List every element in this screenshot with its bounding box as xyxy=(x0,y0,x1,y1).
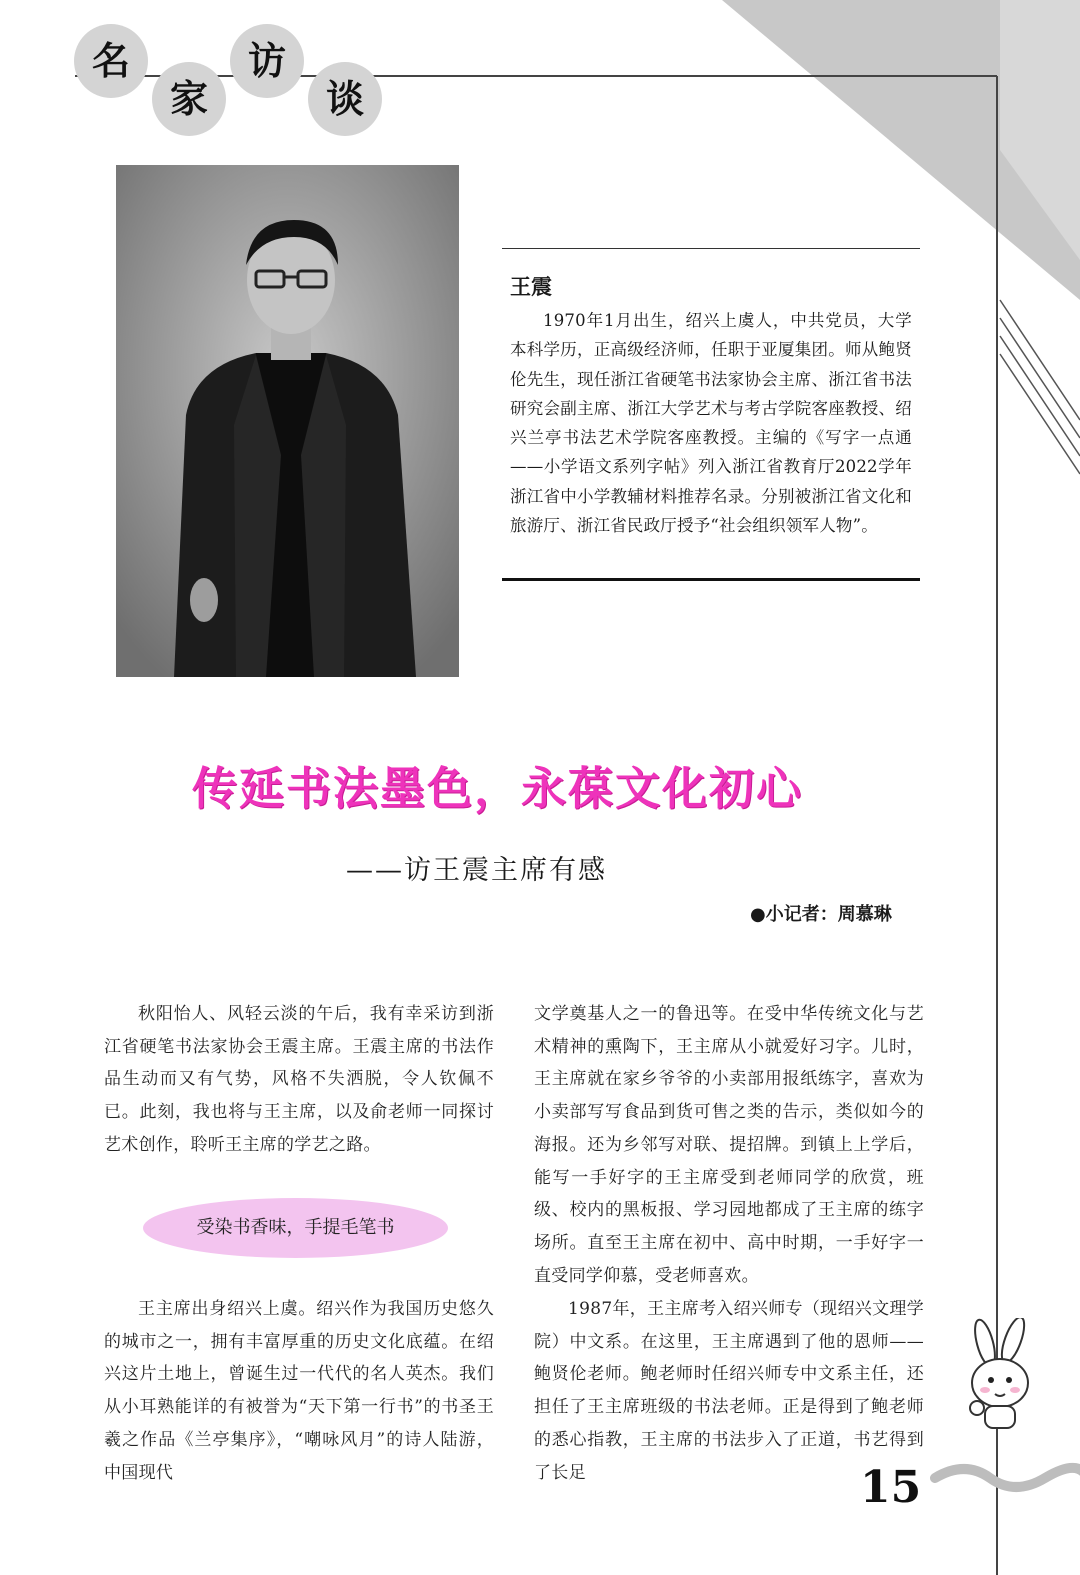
col2-para-2: 1987年，王主席考入绍兴师专（现绍兴文理学院）中文系。在这里，王主席遇到了他的恩师——鲍贤伦老师。鲍老师时任绍兴师专中文系主任，还担任了王主席班级的书法老师。正是得到了鲍老师的悉心指教，王主席的书法步入了正道，书艺得到了长足 xyxy=(534,1299,924,1483)
col2-para-1: 文学奠基人之一的鲁迅等。在受中华传统文化与艺术精神的熏陶下，王主席从小就爱好习字。儿时，王主席就在家乡爷爷的小卖部用报纸练字，喜欢为小卖部写写食品到货可售之类的告示，类似如今的海报。还为乡邻写对联、提招牌。到镇上上学后，能写一手好字的王主席受到老师同学的欣赏，班级、校内的黑板报、学习园地都成了王主席的练字场所。直至王主席在初中、高中时期，一手好字一直受同学仰慕，受老师喜欢。 xyxy=(534,1004,924,1286)
portrait-photo xyxy=(116,165,459,677)
rabbit-mascot-icon xyxy=(955,1318,1045,1438)
col1-para-1: 秋阳怡人、风轻云淡的午后，我有幸采访到浙江省硬笔书法家协会王震主席。王震主席的书法作品生动而又有气势，风格不失洒脱，令人钦佩不已。此刻，我也将与王主席，以及俞老师一同探讨艺术创作，聆听王主席的学艺之路。 xyxy=(104,1004,494,1155)
col1-para-2: 王主席出身绍兴上虞。绍兴作为我国历史悠久的城市之一，拥有丰富厚重的历史文化底蕴。在绍兴这片土地上，曾诞生过一代代的名人英杰。我们从小耳熟能详的有被誉为“天下第一行书”的书圣王羲之作品《兰亭集序》，“嘲咏风月”的诗人陆游，中国现代 xyxy=(104,1299,494,1483)
header-char-2: 家 xyxy=(152,62,226,136)
page-number: 15 xyxy=(860,1462,922,1513)
article-subtitle: ——访王震主席有感 xyxy=(346,855,607,886)
article-title: 传延书法墨色，永葆文化初心 xyxy=(192,762,804,815)
header-char-3: 访 xyxy=(230,24,304,98)
article-byline: ●小记者：周慕琳 xyxy=(750,904,892,925)
bio-name: 王震 xyxy=(510,275,552,299)
bio-text: 1970年1月出生，绍兴上虞人，中共党员，大学本科学历，正高级经济师，任职于亚厦集团。师从鲍贤伦先生，现任浙江省硬笔书法家协会主席、浙江省书法研究会副主席、浙江大学艺术与考古学院客座教授、绍兴兰亭书法艺术学院客座教授。主编的《写字一点通——小学语文系列字帖》列入浙江省教育厅2022学年浙江省中小学教辅材料推荐名录。分别被浙江省文化和旅游厅、浙江省民政厅授予“社会组织领军人物”。 xyxy=(510,311,912,536)
author-bio xyxy=(502,248,920,581)
header-char-1: 名 xyxy=(74,24,148,98)
section-heading: 受染书香味，手提毛笔书 xyxy=(196,1217,395,1238)
header-char-4: 谈 xyxy=(308,62,382,136)
